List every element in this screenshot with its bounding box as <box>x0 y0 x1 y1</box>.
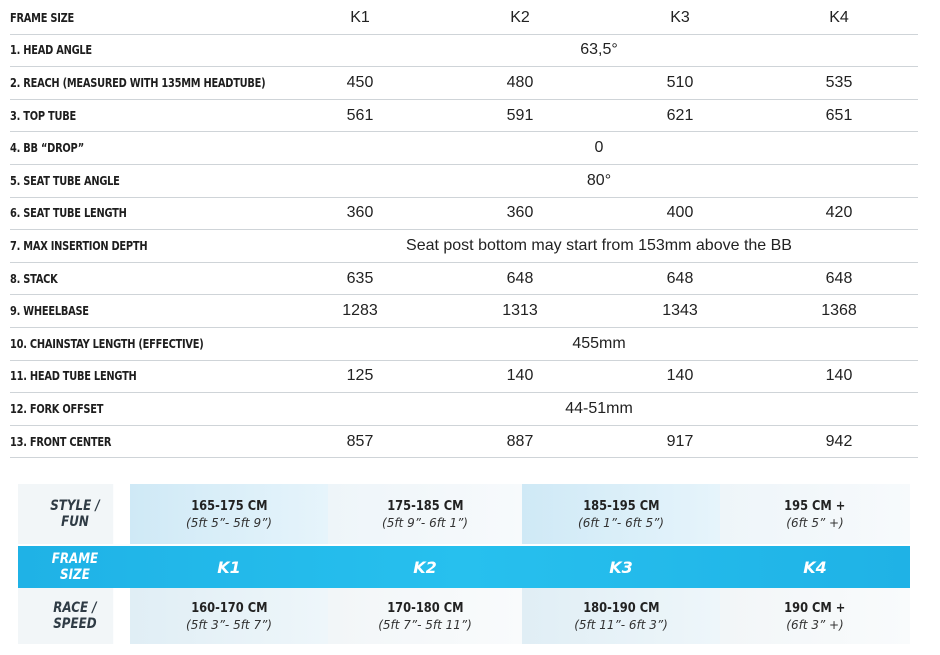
value-k2: 1313 <box>502 302 538 320</box>
frame-size-band-label: FRAME SIZE <box>51 551 99 583</box>
height-ft: (6ft 1”- 6ft 5”) <box>578 515 664 530</box>
value-k4: 648 <box>825 269 853 287</box>
row-label: 2. REACH (MEASURED WITH 135MM HEADTUBE) <box>10 75 266 90</box>
race-speed-k2 <box>328 588 522 644</box>
frame-size-label: FRAME SIZE <box>10 10 75 25</box>
row-label: 12. FORK OFFSET <box>10 401 104 416</box>
rider-size-chart <box>18 484 910 644</box>
style-fun-k4 <box>720 484 910 544</box>
row-chainstay-length <box>10 328 918 361</box>
row-span-value: 63,5° <box>580 41 618 59</box>
size-header-k3: K3 <box>670 8 690 26</box>
value-k1: 857 <box>346 432 374 450</box>
row-max-insertion-depth <box>10 230 918 263</box>
row-label: 11. HEAD TUBE LENGTH <box>10 369 137 384</box>
style-fun-label: STYLE / FUN <box>18 484 113 544</box>
value-k2: 480 <box>506 73 534 91</box>
frame-size-band <box>18 546 910 588</box>
row-span-value: 80° <box>586 171 612 189</box>
row-fork-offset <box>10 393 918 426</box>
row-span-value: 0 <box>594 139 604 157</box>
frame-size-k3: K3 <box>609 557 633 577</box>
value-k1: 635 <box>346 269 374 287</box>
style-fun-k3 <box>522 484 720 544</box>
frame-size-k2: K2 <box>413 557 437 577</box>
row-seat-tube-length <box>10 198 918 231</box>
value-k3: 621 <box>666 106 694 124</box>
row-label: 8. STACK <box>10 271 58 286</box>
row-label: 4. BB “DROP” <box>10 141 84 156</box>
value-k4: 535 <box>825 73 853 91</box>
race-speed-k3 <box>522 588 720 644</box>
value-k3: 510 <box>666 73 694 91</box>
value-k1: 125 <box>346 367 374 385</box>
row-seat-tube-angle <box>10 165 918 198</box>
height-cm: 180-190 CM <box>582 600 660 616</box>
row-stack <box>10 263 918 296</box>
value-k3: 648 <box>666 269 694 287</box>
row-head-angle <box>10 35 918 68</box>
height-ft: (5ft 5”- 5ft 9”) <box>186 515 272 530</box>
value-k3: 917 <box>666 432 694 450</box>
row-label: 5. SEAT TUBE ANGLE <box>10 173 120 188</box>
race-speed-label: RACE / SPEED <box>18 588 113 644</box>
row-label: 9. WHEELBASE <box>10 304 89 319</box>
value-k1: 1283 <box>342 302 378 320</box>
style-fun-row <box>18 484 910 544</box>
row-label: 13. FRONT CENTER <box>10 434 112 449</box>
value-k1: 450 <box>346 73 374 91</box>
row-wheelbase <box>10 295 918 328</box>
style-fun-k1 <box>130 484 328 544</box>
height-cm: 185-195 CM <box>582 498 660 514</box>
row-bb-drop <box>10 132 918 165</box>
height-ft: (5ft 11”- 6ft 3”) <box>574 617 668 632</box>
height-cm: 195 CM + <box>784 498 846 514</box>
race-speed-k4 <box>720 588 910 644</box>
size-header-k4: K4 <box>829 8 849 26</box>
value-k2: 648 <box>506 269 534 287</box>
height-ft: (6ft 3” +) <box>786 617 844 632</box>
row-span-value: 44-51mm <box>565 399 633 417</box>
row-label: 1. HEAD ANGLE <box>10 43 92 58</box>
height-cm: 170-180 CM <box>386 600 464 616</box>
value-k4: 1368 <box>821 302 857 320</box>
value-k2: 360 <box>506 204 534 222</box>
size-header-k2: K2 <box>510 8 530 26</box>
row-head-tube-length <box>10 361 918 394</box>
row-label: 7. MAX INSERTION DEPTH <box>10 238 148 253</box>
row-span-value: 455mm <box>572 334 626 352</box>
geometry-header-row <box>10 2 918 35</box>
value-k1: 360 <box>346 204 374 222</box>
value-k3: 140 <box>666 367 694 385</box>
value-k2: 140 <box>506 367 534 385</box>
height-cm: 160-170 CM <box>190 600 268 616</box>
row-front-center <box>10 426 918 459</box>
value-k3: 1343 <box>662 302 698 320</box>
row-label: 10. CHAINSTAY LENGTH (EFFECTIVE) <box>10 336 204 351</box>
value-k4: 651 <box>825 106 853 124</box>
height-ft: (5ft 9”- 6ft 1”) <box>382 515 468 530</box>
value-k3: 400 <box>666 204 694 222</box>
row-span-value: Seat post bottom may start from 153mm above the BB <box>406 236 792 254</box>
geometry-table <box>10 2 918 458</box>
value-k2: 887 <box>506 432 534 450</box>
value-k4: 420 <box>825 204 853 222</box>
height-cm: 175-185 CM <box>386 498 464 514</box>
row-label: 6. SEAT TUBE LENGTH <box>10 206 127 221</box>
row-label: 3. TOP TUBE <box>10 108 76 123</box>
value-k4: 140 <box>825 367 853 385</box>
height-cm: 190 CM + <box>784 600 846 616</box>
value-k4: 942 <box>825 432 853 450</box>
race-speed-row <box>18 588 910 644</box>
frame-size-k4: K4 <box>803 557 827 577</box>
value-k1: 561 <box>346 106 374 124</box>
row-reach <box>10 67 918 100</box>
frame-size-k1: K1 <box>217 557 241 577</box>
height-cm: 165-175 CM <box>190 498 268 514</box>
style-fun-k2 <box>328 484 522 544</box>
height-ft: (5ft 3”- 5ft 7”) <box>186 617 272 632</box>
height-ft: (5ft 7”- 5ft 11”) <box>378 617 472 632</box>
height-ft: (6ft 5” +) <box>786 515 844 530</box>
value-k2: 591 <box>506 106 534 124</box>
race-speed-k1 <box>130 588 328 644</box>
row-top-tube <box>10 100 918 133</box>
size-header-k1: K1 <box>350 8 370 26</box>
